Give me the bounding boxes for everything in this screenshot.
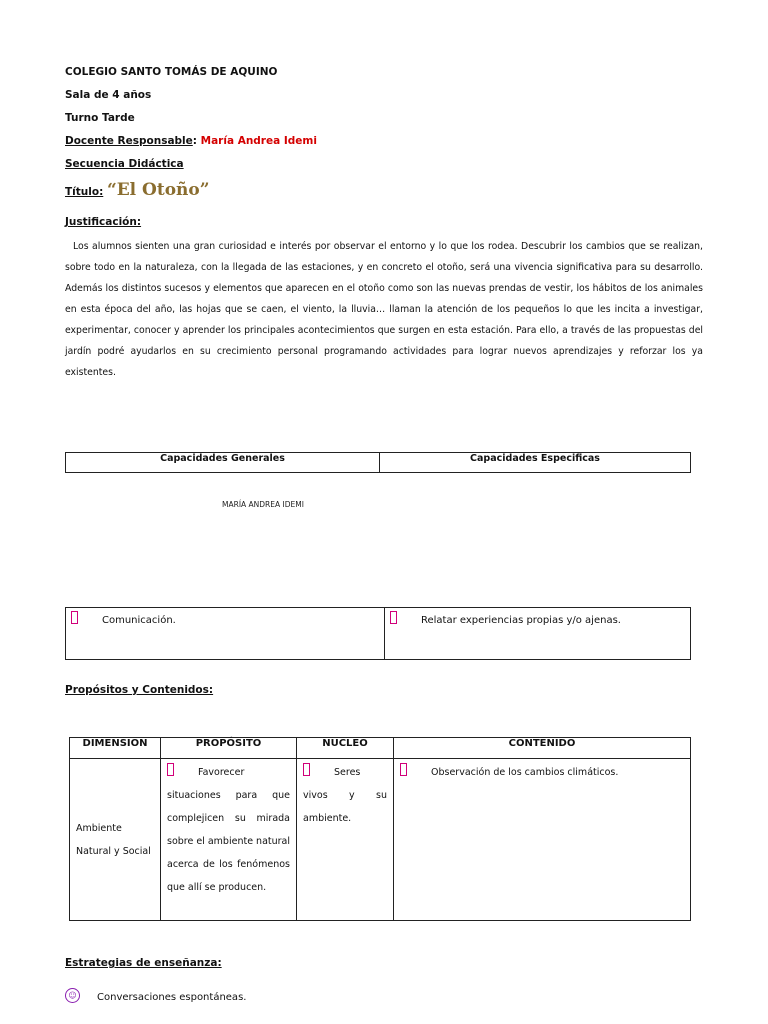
dimension-value: Ambiente Natural y Social — [76, 822, 151, 857]
purpose-cell — [161, 759, 297, 921]
capacity-general: Comunicación. — [102, 615, 176, 626]
capacities-header-table — [65, 452, 691, 473]
shift-label: Turno Tarde — [65, 112, 135, 124]
content-cell — [394, 759, 691, 921]
purposes-heading: Propósitos y Contenidos: — [65, 684, 214, 696]
capacities-general-header: Capacidades Generales — [66, 453, 380, 473]
document-title: “El Otoño” — [106, 180, 210, 200]
capacity-specific: Relatar experiencias propias y/o ajenas. — [421, 615, 621, 626]
teacher-label: Docente Responsable — [65, 135, 193, 147]
room-label: Sala de 4 años — [65, 89, 152, 101]
watermark: MARÍA ANDREA IDEMI — [222, 500, 304, 509]
capacities-table — [65, 607, 691, 660]
teacher-sep: : — [192, 135, 197, 147]
smiley-icon: ☺ — [65, 988, 80, 1003]
col-purpose: PROPÓSITO — [161, 738, 297, 759]
col-content: CONTENIDO — [394, 738, 691, 759]
title-label: Título: — [65, 186, 104, 198]
purpose-value: Favorecer situaciones para que complejicen su mirada sobre el ambiente natural acerca de los fenómenos que allí se producen. — [167, 767, 291, 893]
bullet-icon — [167, 763, 174, 776]
col-nucleus: NUCLEO — [297, 738, 394, 759]
justification-paragraph: Los alumnos sienten una gran curiosidad e interés por observar el entorno y lo que los rodea. Descubrir los cambios que se realizan, sobre todo en la naturaleza, con la llegada de las estaciones, y en concreto el otoño, será una vivencia significativa para su desarrollo. Además los distintos sucesos y elementos que aparecen en el otoño como son las nuevas prendas de vestir, los hábitos de los animales en esta época del año, las hojas que se caen, el viento, la lluvia… llaman la atención de los pequeños lo que les incita a investigar, experimentar, conocer y aprender los principales acontecimientos que surgen en esta estación. Para ello, a través de las propuestas del jardín podré ayudarlos en su crecimiento personal programando actividades para lograr nuevos aprendizajes y reforzar los ya existentes. — [65, 241, 703, 378]
nucleus-value: Seres vivos y su ambiente. — [303, 767, 387, 824]
dimension-cell — [70, 759, 161, 921]
nucleus-cell — [297, 759, 394, 921]
capacities-specific-header: Capacidades Especificas — [380, 453, 691, 473]
capacity-specific-cell — [385, 608, 691, 660]
bullet-icon — [390, 611, 397, 624]
bullet-icon — [303, 763, 310, 776]
school-name: COLEGIO SANTO TOMÁS DE AQUINO — [65, 66, 278, 78]
bullet-icon — [71, 611, 78, 624]
content-value: Observación de los cambios climáticos. — [431, 767, 619, 778]
purposes-table — [69, 737, 691, 921]
capacity-general-cell — [66, 608, 385, 660]
teacher-line — [65, 135, 317, 147]
justification-text — [65, 236, 703, 383]
strategies-heading: Estrategias de enseñanza: — [65, 957, 222, 969]
justification-heading: Justificación: — [65, 216, 142, 228]
strategy-item: Conversaciones espontáneas. — [97, 992, 247, 1003]
col-dimension: DIMENSION — [70, 738, 161, 759]
teacher-name: María Andrea Idemi — [200, 135, 317, 147]
sequence-label: Secuencia Didáctica — [65, 158, 184, 170]
title-line — [65, 180, 210, 200]
bullet-icon — [400, 763, 407, 776]
